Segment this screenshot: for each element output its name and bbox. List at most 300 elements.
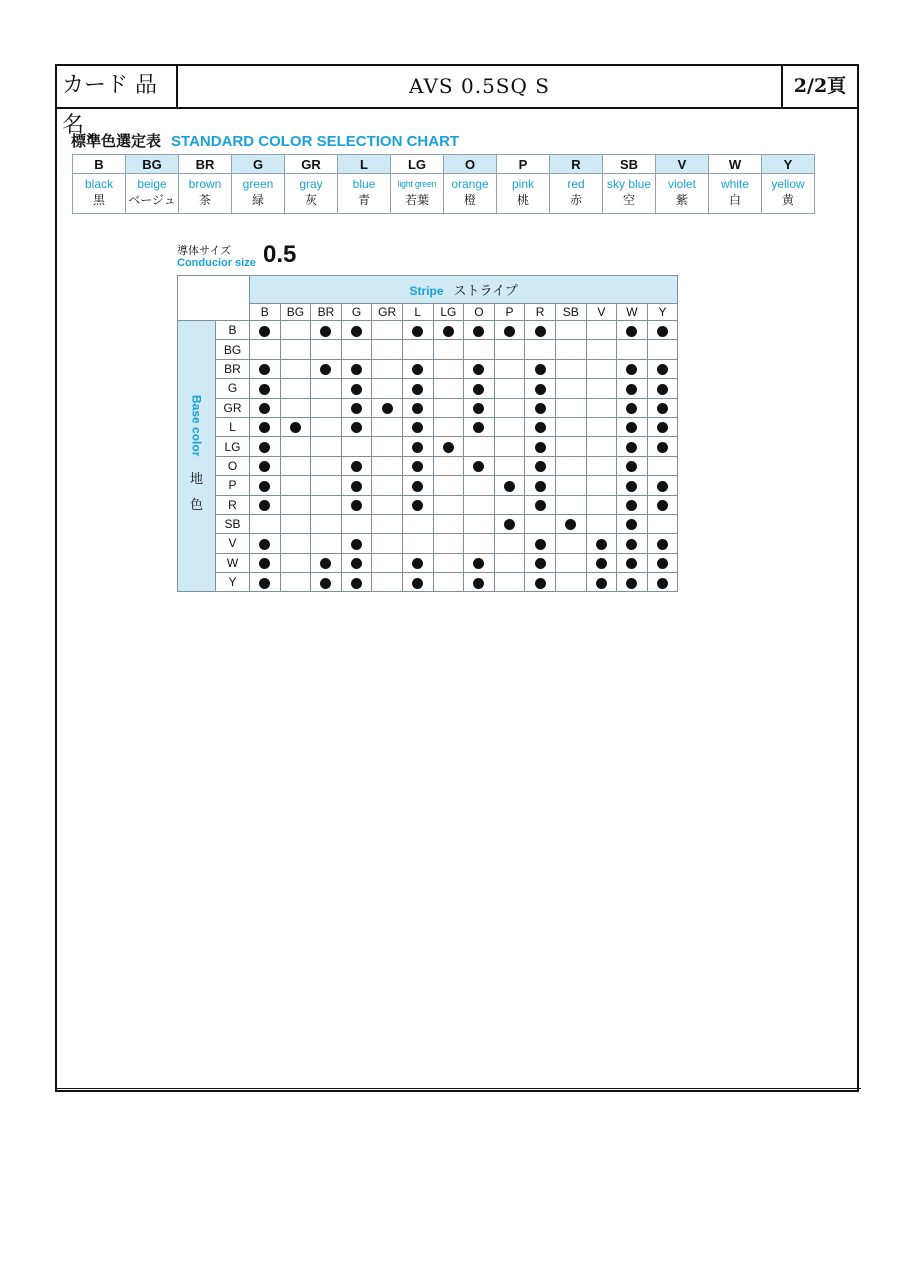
dot-icon xyxy=(412,500,423,511)
matrix-cell xyxy=(311,553,342,572)
matrix-cell xyxy=(525,553,556,572)
matrix-cell xyxy=(525,573,556,592)
dot-icon xyxy=(626,403,637,414)
matrix-cell xyxy=(617,417,648,436)
dot-icon xyxy=(382,403,393,414)
dot-icon xyxy=(351,539,362,550)
color-name-en: yellow xyxy=(771,177,805,191)
stripe-column-header: BR xyxy=(311,304,342,321)
matrix-cell xyxy=(250,476,281,495)
stripe-column-header: SB xyxy=(555,304,586,321)
color-name-jp: 白 xyxy=(728,193,741,207)
stripe-column-header: LG xyxy=(433,304,464,321)
color-name-jp: ベージュ xyxy=(128,193,176,207)
matrix-cell xyxy=(464,359,495,378)
color-name-cell xyxy=(444,174,497,214)
matrix-cell xyxy=(494,417,525,436)
matrix-cell xyxy=(433,553,464,572)
dot-icon xyxy=(412,422,423,433)
dot-icon xyxy=(626,422,637,433)
dot-icon xyxy=(351,578,362,589)
dot-icon xyxy=(657,578,668,589)
color-name-jp: 青 xyxy=(357,193,370,207)
dot-icon xyxy=(535,403,546,414)
matrix-cell xyxy=(494,534,525,553)
dot-icon xyxy=(351,364,362,375)
matrix-cell xyxy=(311,437,342,456)
matrix-cell xyxy=(433,437,464,456)
matrix-cell xyxy=(525,456,556,475)
matrix-cell xyxy=(250,340,281,359)
matrix-cell xyxy=(617,553,648,572)
dot-icon xyxy=(259,558,270,569)
dot-icon xyxy=(259,384,270,395)
color-name-cell xyxy=(391,174,444,214)
matrix-cell xyxy=(311,359,342,378)
color-name-en: white xyxy=(720,177,749,191)
matrix-cell xyxy=(280,379,311,398)
matrix-cell xyxy=(311,340,342,359)
matrix-cell xyxy=(464,476,495,495)
dot-icon xyxy=(473,422,484,433)
matrix-cell xyxy=(617,321,648,340)
color-name-cell xyxy=(285,174,338,214)
matrix-cell xyxy=(617,379,648,398)
dot-icon xyxy=(657,481,668,492)
color-name-jp: 黄 xyxy=(781,193,794,207)
dot-icon xyxy=(596,558,607,569)
dot-icon xyxy=(412,578,423,589)
matrix-cell xyxy=(311,495,342,514)
matrix-cell xyxy=(555,437,586,456)
dot-icon xyxy=(535,384,546,395)
matrix-cell xyxy=(586,495,617,514)
matrix-cell xyxy=(433,321,464,340)
matrix-cell xyxy=(280,321,311,340)
matrix-cell xyxy=(555,534,586,553)
base-label-jp-1: 地 xyxy=(189,470,203,486)
matrix-cell xyxy=(494,437,525,456)
dot-icon xyxy=(473,558,484,569)
dot-icon xyxy=(473,364,484,375)
matrix-cell xyxy=(280,359,311,378)
color-name-jp: 茶 xyxy=(198,193,211,207)
matrix-cell xyxy=(617,495,648,514)
color-code-cell: G xyxy=(232,155,285,174)
matrix-cell xyxy=(555,456,586,475)
matrix-cell xyxy=(311,417,342,436)
dot-icon xyxy=(351,384,362,395)
color-name-en: orange xyxy=(451,177,489,191)
matrix-row xyxy=(178,321,678,340)
matrix-cell xyxy=(464,437,495,456)
matrix-cell xyxy=(311,379,342,398)
matrix-cell xyxy=(341,340,372,359)
matrix-cell xyxy=(555,321,586,340)
matrix-cell xyxy=(280,534,311,553)
dot-icon xyxy=(657,326,668,337)
matrix-cell xyxy=(250,417,281,436)
matrix-cell xyxy=(586,379,617,398)
matrix-cell xyxy=(525,514,556,533)
color-name-cell xyxy=(338,174,391,214)
stripe-label-en: Stripe xyxy=(409,284,444,298)
matrix-cell xyxy=(555,476,586,495)
dot-icon xyxy=(320,326,331,337)
matrix-cell xyxy=(250,514,281,533)
standard-color-table xyxy=(72,154,815,214)
matrix-cell xyxy=(280,398,311,417)
matrix-row xyxy=(178,534,678,553)
matrix-cell xyxy=(494,476,525,495)
matrix-row xyxy=(178,379,678,398)
base-row-header: GR xyxy=(216,398,250,417)
base-label-en: Base color xyxy=(189,394,204,456)
matrix-cell xyxy=(464,573,495,592)
matrix-cell xyxy=(280,340,311,359)
matrix-cell xyxy=(525,437,556,456)
matrix-cell xyxy=(464,534,495,553)
color-name-jp: 黒 xyxy=(92,193,105,207)
color-code-cell: BG xyxy=(126,155,179,174)
color-code-cell: O xyxy=(444,155,497,174)
base-row-header: P xyxy=(216,476,250,495)
color-code-cell: P xyxy=(497,155,550,174)
dot-icon xyxy=(259,481,270,492)
matrix-cell xyxy=(494,456,525,475)
stripe-column-header: Y xyxy=(647,304,678,321)
color-name-en: brown xyxy=(188,177,222,191)
matrix-cell xyxy=(464,379,495,398)
dot-icon xyxy=(535,578,546,589)
dot-icon xyxy=(657,384,668,395)
matrix-cell xyxy=(525,379,556,398)
matrix-cell xyxy=(402,321,433,340)
matrix-cell xyxy=(372,456,403,475)
matrix-cell xyxy=(617,573,648,592)
matrix-cell xyxy=(647,437,678,456)
matrix-cell xyxy=(372,476,403,495)
matrix-cell xyxy=(280,495,311,514)
matrix-cell xyxy=(372,534,403,553)
base-color-label xyxy=(178,395,215,518)
dot-icon xyxy=(535,539,546,550)
matrix-cell xyxy=(586,534,617,553)
matrix-corner xyxy=(178,276,250,321)
matrix-cell xyxy=(250,437,281,456)
matrix-cell xyxy=(433,456,464,475)
matrix-cell xyxy=(464,456,495,475)
dot-icon xyxy=(351,500,362,511)
matrix-cell xyxy=(525,340,556,359)
card-name-label: カード 品名 xyxy=(57,66,178,107)
color-code-cell: GR xyxy=(285,155,338,174)
matrix-cell xyxy=(586,456,617,475)
dot-icon xyxy=(535,500,546,511)
matrix-cell xyxy=(647,534,678,553)
matrix-cell xyxy=(647,321,678,340)
base-label-jp-2: 色 xyxy=(189,496,203,512)
matrix-cell xyxy=(280,573,311,592)
stripe-column-header: V xyxy=(586,304,617,321)
color-name-cell xyxy=(73,174,126,214)
color-name-row xyxy=(73,174,815,214)
base-row-header: BR xyxy=(216,359,250,378)
title-block xyxy=(57,66,857,138)
color-name-cell xyxy=(762,174,815,214)
dot-icon xyxy=(504,481,515,492)
matrix-cell xyxy=(586,359,617,378)
dot-icon xyxy=(657,422,668,433)
stripe-column-header: GR xyxy=(372,304,403,321)
matrix-cell xyxy=(586,476,617,495)
matrix-cell xyxy=(617,476,648,495)
dot-icon xyxy=(504,326,515,337)
stripe-header xyxy=(250,276,678,304)
matrix-cell xyxy=(464,398,495,417)
dot-icon xyxy=(320,364,331,375)
matrix-cell xyxy=(555,573,586,592)
dot-icon xyxy=(259,326,270,337)
matrix-cell xyxy=(341,514,372,533)
color-name-en: beige xyxy=(137,177,167,191)
dot-icon xyxy=(412,384,423,395)
matrix-cell xyxy=(433,476,464,495)
matrix-cell xyxy=(494,398,525,417)
matrix-row xyxy=(178,476,678,495)
matrix-cell xyxy=(372,398,403,417)
dot-icon xyxy=(259,422,270,433)
matrix-cell xyxy=(617,534,648,553)
matrix-cell xyxy=(250,321,281,340)
color-name-cell xyxy=(126,174,179,214)
color-name-jp: 桃 xyxy=(516,193,529,207)
color-name-cell xyxy=(603,174,656,214)
conductor-size-value: 0.5 xyxy=(263,241,297,268)
matrix-cell xyxy=(525,495,556,514)
matrix-cell xyxy=(617,340,648,359)
matrix-cell xyxy=(494,321,525,340)
matrix-cell xyxy=(586,514,617,533)
dot-icon xyxy=(443,326,454,337)
matrix-cell xyxy=(372,514,403,533)
matrix-cell xyxy=(372,321,403,340)
color-combination-matrix xyxy=(177,275,678,592)
matrix-cell xyxy=(494,553,525,572)
matrix-cell xyxy=(250,379,281,398)
matrix-cell xyxy=(586,398,617,417)
dot-icon xyxy=(657,558,668,569)
dot-icon xyxy=(351,326,362,337)
dot-icon xyxy=(535,481,546,492)
matrix-cell xyxy=(311,514,342,533)
matrix-cell xyxy=(647,456,678,475)
color-name-en: green xyxy=(242,177,274,191)
matrix-cell xyxy=(311,573,342,592)
page-number: 2/2頁 xyxy=(793,75,847,97)
stripe-column-header: BG xyxy=(280,304,311,321)
matrix-cell xyxy=(311,476,342,495)
matrix-cell xyxy=(464,321,495,340)
dot-icon xyxy=(657,539,668,550)
dot-icon xyxy=(412,326,423,337)
dot-icon xyxy=(626,384,637,395)
dot-icon xyxy=(412,461,423,472)
matrix-cell xyxy=(464,340,495,359)
dot-icon xyxy=(657,442,668,453)
base-row-header: SB xyxy=(216,514,250,533)
dot-icon xyxy=(351,422,362,433)
matrix-cell xyxy=(280,437,311,456)
dot-icon xyxy=(259,364,270,375)
matrix-cell xyxy=(341,476,372,495)
dot-icon xyxy=(626,500,637,511)
dot-icon xyxy=(412,558,423,569)
matrix-row xyxy=(178,359,678,378)
matrix-cell xyxy=(433,573,464,592)
stripe-column-row xyxy=(178,304,678,321)
matrix-cell xyxy=(433,514,464,533)
color-name-en: violet xyxy=(667,177,696,191)
color-name-cell xyxy=(179,174,232,214)
matrix-cell xyxy=(280,456,311,475)
matrix-cell xyxy=(433,534,464,553)
matrix-cell xyxy=(250,534,281,553)
dot-icon xyxy=(412,481,423,492)
dot-icon xyxy=(626,481,637,492)
dot-icon xyxy=(626,442,637,453)
product-title: AVS 0.5SQ S xyxy=(178,66,783,107)
matrix-cell xyxy=(372,340,403,359)
matrix-cell xyxy=(647,514,678,533)
dot-icon xyxy=(626,558,637,569)
matrix-cell xyxy=(586,573,617,592)
matrix-cell xyxy=(402,553,433,572)
matrix-cell xyxy=(464,514,495,533)
dot-icon xyxy=(259,578,270,589)
dot-icon xyxy=(473,461,484,472)
matrix-cell xyxy=(494,573,525,592)
matrix-cell xyxy=(280,417,311,436)
base-row-header: L xyxy=(216,417,250,436)
matrix-cell xyxy=(617,514,648,533)
dot-icon xyxy=(473,403,484,414)
color-name-en: sky blue xyxy=(606,177,652,191)
stripe-column-header: G xyxy=(341,304,372,321)
color-name-en: blue xyxy=(352,177,376,191)
dot-icon xyxy=(626,461,637,472)
base-row-header: O xyxy=(216,456,250,475)
color-name-cell xyxy=(232,174,285,214)
color-name-jp: 赤 xyxy=(569,193,582,207)
color-name-en: gray xyxy=(299,177,323,191)
matrix-cell xyxy=(647,553,678,572)
matrix-cell xyxy=(525,476,556,495)
matrix-cell xyxy=(250,553,281,572)
dot-icon xyxy=(412,403,423,414)
matrix-cell xyxy=(372,379,403,398)
color-name-jp: 空 xyxy=(622,193,635,207)
matrix-row xyxy=(178,495,678,514)
matrix-cell xyxy=(494,359,525,378)
stripe-column-header: L xyxy=(402,304,433,321)
dot-icon xyxy=(535,326,546,337)
matrix-cell xyxy=(250,359,281,378)
base-row-header: BG xyxy=(216,340,250,359)
matrix-cell xyxy=(647,573,678,592)
matrix-cell xyxy=(433,379,464,398)
dot-icon xyxy=(473,384,484,395)
dot-icon xyxy=(626,364,637,375)
matrix-cell xyxy=(647,379,678,398)
dot-icon xyxy=(657,403,668,414)
matrix-cell xyxy=(402,573,433,592)
matrix-row xyxy=(178,398,678,417)
base-color-header xyxy=(178,321,216,592)
color-name-jp: 緑 xyxy=(251,193,264,207)
matrix-cell xyxy=(402,340,433,359)
dot-icon xyxy=(626,578,637,589)
matrix-row xyxy=(178,553,678,572)
color-name-en: red xyxy=(567,177,585,191)
matrix-cell xyxy=(341,321,372,340)
dot-icon xyxy=(626,539,637,550)
dot-icon xyxy=(596,539,607,550)
matrix-cell xyxy=(555,340,586,359)
color-name-en: pink xyxy=(511,177,534,191)
matrix-cell xyxy=(402,476,433,495)
color-code-row xyxy=(73,155,815,174)
base-row-header: LG xyxy=(216,437,250,456)
dot-icon xyxy=(412,364,423,375)
matrix-cell xyxy=(311,456,342,475)
dot-icon xyxy=(351,481,362,492)
dot-icon xyxy=(412,442,423,453)
matrix-cell xyxy=(525,321,556,340)
matrix-row xyxy=(178,573,678,592)
chart-heading-en: STANDARD COLOR SELECTION CHART xyxy=(171,133,460,150)
dot-icon xyxy=(657,500,668,511)
stripe-column-header: R xyxy=(525,304,556,321)
matrix-cell xyxy=(341,553,372,572)
dot-icon xyxy=(290,422,301,433)
dot-icon xyxy=(320,558,331,569)
matrix-cell xyxy=(250,495,281,514)
matrix-cell xyxy=(402,456,433,475)
matrix-cell xyxy=(586,437,617,456)
color-code-cell: LG xyxy=(391,155,444,174)
matrix-cell xyxy=(555,359,586,378)
matrix-cell xyxy=(341,495,372,514)
matrix-row xyxy=(178,417,678,436)
dot-icon xyxy=(596,578,607,589)
color-name-en: light green xyxy=(397,179,437,189)
matrix-cell xyxy=(372,553,403,572)
stripe-column-header: W xyxy=(617,304,648,321)
dot-icon xyxy=(473,578,484,589)
color-code-cell: B xyxy=(73,155,126,174)
matrix-cell xyxy=(341,456,372,475)
matrix-cell xyxy=(647,476,678,495)
matrix-cell xyxy=(311,534,342,553)
color-name-cell xyxy=(709,174,762,214)
matrix-cell xyxy=(341,534,372,553)
stripe-header-row xyxy=(178,276,678,304)
matrix-cell xyxy=(464,553,495,572)
dot-icon xyxy=(320,578,331,589)
dot-icon xyxy=(259,442,270,453)
matrix-cell xyxy=(372,573,403,592)
